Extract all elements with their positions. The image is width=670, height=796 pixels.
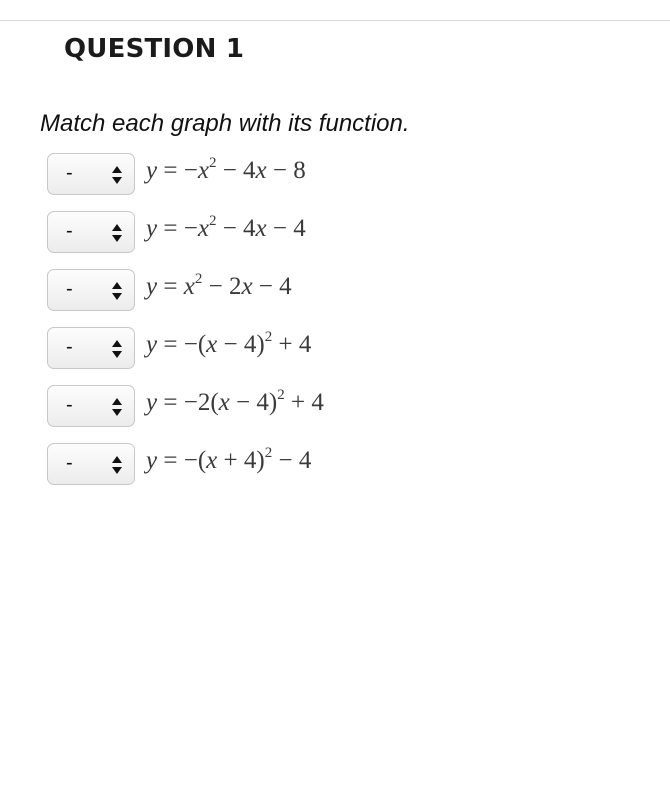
select-value: - — [66, 394, 73, 416]
match-row — [47, 382, 647, 430]
select-value: - — [66, 162, 73, 184]
select-value: - — [66, 452, 73, 474]
function-label: $y = -(x + 4)^2 - 4$ — [146, 445, 312, 474]
match-row — [47, 440, 647, 488]
function-label: $y = -x^2 - 4x - 8$ — [146, 155, 306, 184]
updown-chevron-icon — [111, 165, 123, 185]
select-value: - — [66, 220, 73, 242]
updown-chevron-icon — [111, 455, 123, 475]
match-row — [47, 150, 647, 198]
select-value: - — [66, 336, 73, 358]
select-value: - — [66, 278, 73, 300]
match-row — [47, 324, 647, 372]
function-label: $y = x^2 - 2x - 4$ — [146, 271, 292, 300]
graph-select[interactable] — [47, 327, 135, 369]
updown-chevron-icon — [111, 223, 123, 243]
match-row — [47, 208, 647, 256]
graph-select[interactable] — [47, 153, 135, 195]
function-label: $y = -(x - 4)^2 + 4$ — [146, 329, 312, 358]
graph-select[interactable] — [47, 269, 135, 311]
question-title: QUESTION 1 — [64, 34, 245, 64]
graph-select[interactable] — [47, 443, 135, 485]
header-divider — [0, 20, 670, 21]
updown-chevron-icon — [111, 339, 123, 359]
match-row — [47, 266, 647, 314]
question-prompt: Match each graph with its function. — [40, 110, 410, 137]
graph-select[interactable] — [47, 211, 135, 253]
updown-chevron-icon — [111, 281, 123, 301]
updown-chevron-icon — [111, 397, 123, 417]
function-label: $y = -2(x - 4)^2 + 4$ — [146, 387, 324, 416]
function-label: $y = -x^2 - 4x - 4$ — [146, 213, 306, 242]
graph-select[interactable] — [47, 385, 135, 427]
